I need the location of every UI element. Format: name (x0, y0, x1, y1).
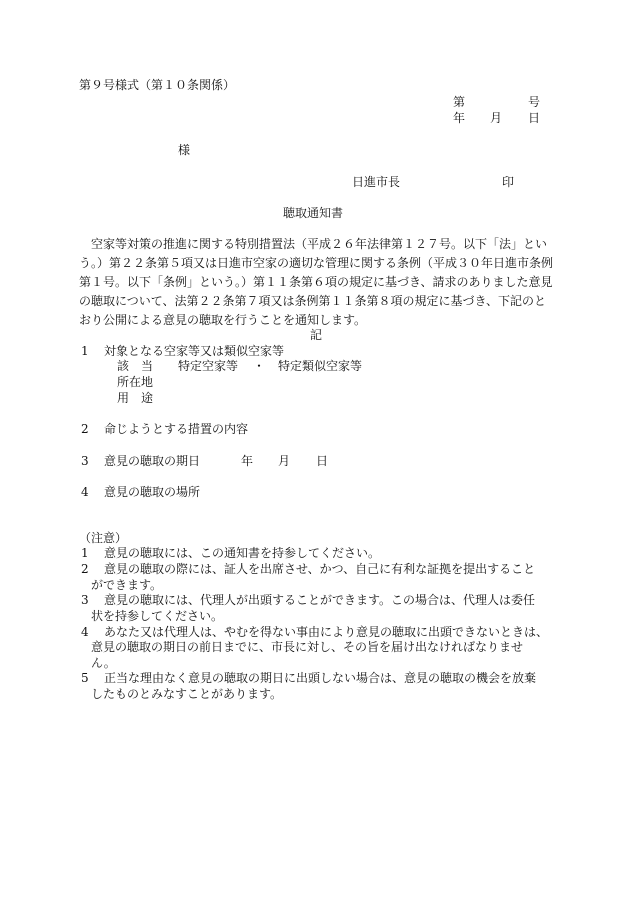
note5-line2: したものとみなすことがあります。 (91, 687, 283, 701)
item1-number: 1 (81, 344, 89, 358)
item4-label: 意見の聴取の場所 (104, 485, 201, 499)
note5-number: 5 (81, 671, 89, 685)
note2-line2: ができます。 (91, 578, 163, 592)
issuer-name: 日進市長 (352, 175, 401, 189)
note3-number: 3 (81, 593, 89, 607)
note2-number: 2 (81, 562, 89, 576)
item2-number: 2 (81, 422, 89, 436)
note4-line2: 意見の聴取の期日の前日までに、市長に対し、その旨を届け出なければなりませ (91, 640, 524, 654)
item3-day: 日 (316, 454, 329, 468)
number-prefix: 第 (453, 95, 466, 109)
date-day: 日 (528, 111, 541, 125)
note4-number: 4 (81, 625, 89, 639)
note4-line3: ん。 (91, 656, 116, 670)
item3-month: 月 (278, 454, 291, 468)
item2-label: 命じようとする措置の内容 (104, 422, 249, 436)
item3-label: 意見の聴取の期日 (104, 454, 201, 468)
note1-text: 意見の聴取には、この通知書を持参してください。 (104, 546, 381, 560)
addressee-suffix: 様 (178, 143, 191, 157)
item1-separator: ・ (253, 359, 266, 373)
form-number: 第９号様式（第１０条関係） (79, 78, 236, 92)
note3-line2: 状を持参してください。 (91, 609, 224, 623)
document-title: 聴取通知書 (283, 206, 344, 220)
item1-applicable-label: 該 当 (117, 359, 154, 373)
note3-line1: 意見の聴取には、代理人が出頭することができます。この場合は、代理人は委任 (104, 593, 536, 607)
body-paragraph: 空家等対策の推進に関する特別措置法（平成２６年法律第１２７号。以下「法」という。）第２２条第５項又は日進市空家の適切な管理に関する条例（平成３０年日進市条例第１号。以下「条例」という。）第１１条第６項の規定に基づき、請求のありました意見の聴取について、法第２２条第７項又は条例第１１条第８項の規定に基づき、下記のとおり公開による意見の聴取を行うことを通知します。 (79, 237, 554, 327)
date-month: 月 (490, 111, 503, 125)
item4-number: 4 (81, 485, 89, 499)
item3-year: 年 (241, 454, 254, 468)
seal-mark: 印 (502, 175, 515, 189)
note1-number: 1 (81, 546, 89, 560)
item1-use-label: 用 途 (117, 391, 154, 405)
note4-line1: あなた又は代理人は、やむを得ない事由により意見の聴取に出頭できないときは、 (104, 625, 549, 639)
notes-heading: （注意） (79, 531, 128, 545)
item1-option-specific: 特定空家等 (178, 359, 239, 373)
note2-line1: 意見の聴取の際には、証人を出席させ、かつ、自己に有利な証拠を提出すること (104, 562, 536, 576)
item1-label: 対象となる空家等又は類似空家等 (104, 344, 285, 358)
ki-marker: 記 (310, 328, 323, 342)
item3-number: 3 (81, 454, 89, 468)
item1-location-label: 所在地 (117, 375, 154, 389)
date-year: 年 (453, 111, 466, 125)
item1-option-similar: 特定類似空家等 (278, 359, 363, 373)
note5-line1: 正当な理由なく意見の聴取の期日に出頭しない場合は、意見の聴取の機会を放棄 (104, 671, 537, 685)
number-suffix: 号 (528, 95, 541, 109)
